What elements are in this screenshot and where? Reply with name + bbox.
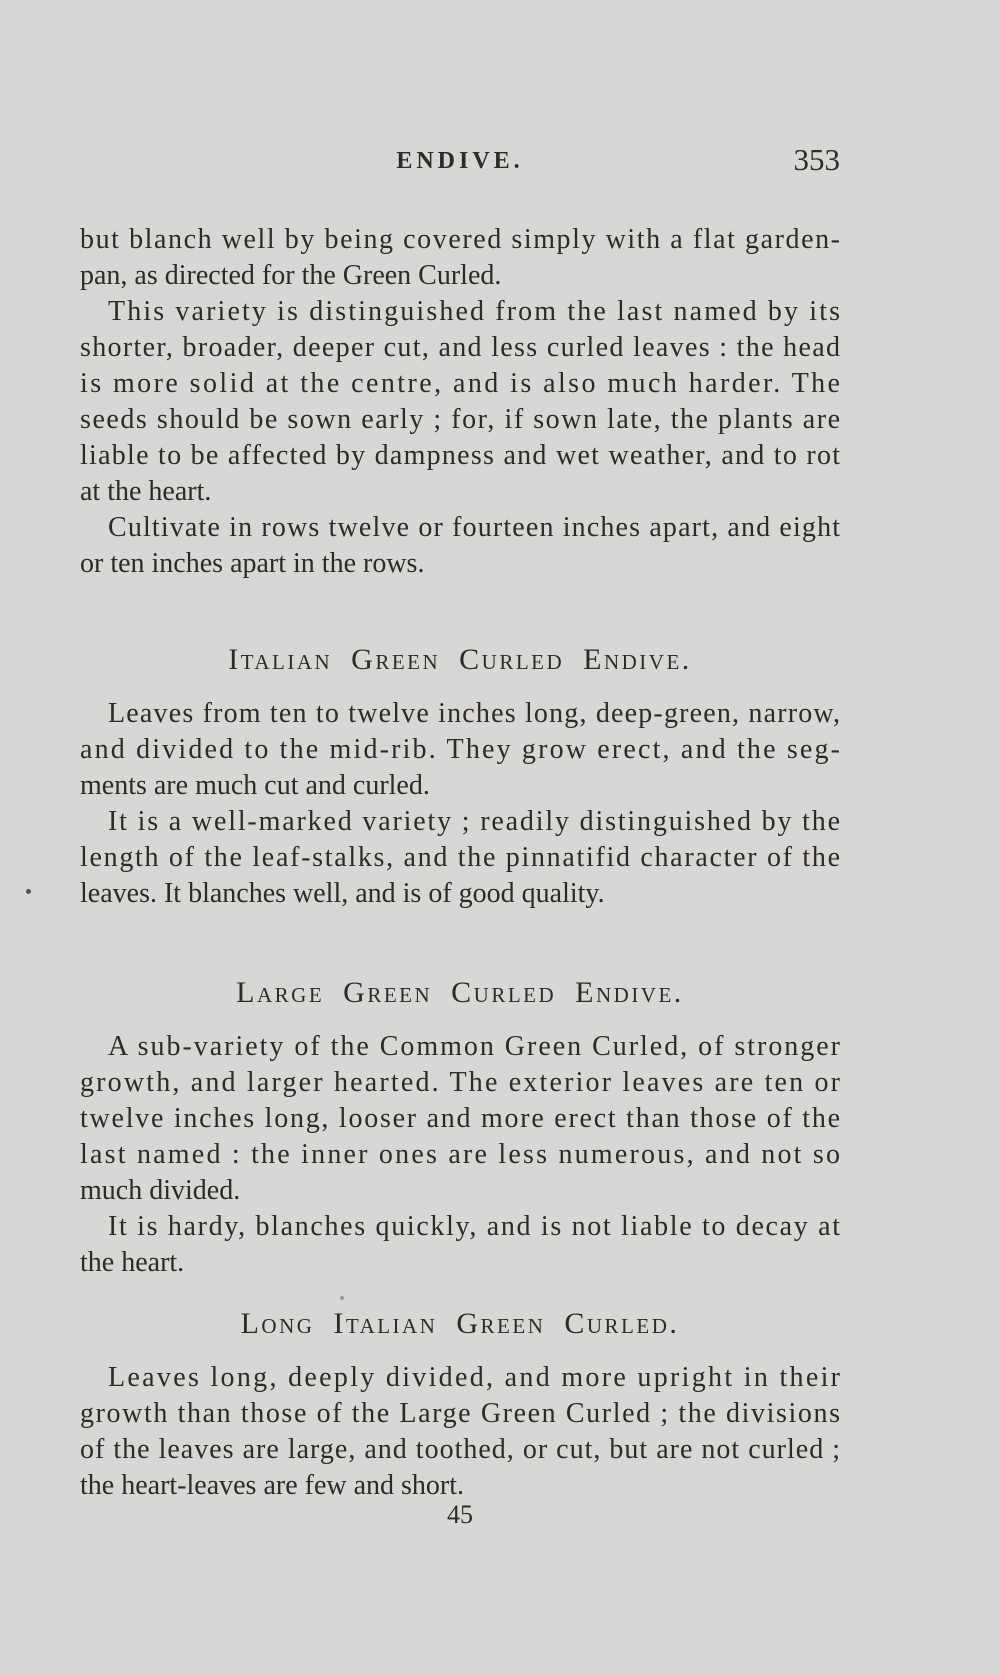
text-line: leaves. It blanches well, and is of good quality. (80, 878, 605, 909)
text-line: last named : the inner ones are less numerous, and not so (80, 1139, 840, 1170)
text-line: This variety is distinguished from the last named by its (108, 296, 840, 327)
text-line: of the leaves are large, and toothed, or cut, but are not curled ; (80, 1434, 840, 1465)
paper-speck (340, 1296, 344, 1300)
text-line: liable to be affected by dampness and wet weather, and to rot (80, 440, 840, 471)
text-line: is more solid at the centre, and is also much harder. The (80, 368, 840, 399)
text-line: ments are much cut and curled. (80, 770, 430, 801)
text-line: the heart. (80, 1247, 185, 1278)
text-line: Cultivate in rows twelve or fourteen inches apart, and eight (108, 512, 840, 543)
text-line: Leaves from ten to twelve inches long, deep-green, narrow, (108, 698, 840, 729)
text-line: the heart-leaves are few and short. (80, 1470, 465, 1501)
text-line: and divided to the mid-rib. They grow erect, and the seg- (80, 734, 841, 765)
text-line: growth, and larger hearted. The exterior leaves are ten or (80, 1067, 841, 1098)
text-line: length of the leaf-stalks, and the pinnatifid character of the (80, 842, 841, 873)
text-line: at the heart. (80, 476, 212, 507)
text-line: Leaves long, deeply divided, and more upright in their (108, 1362, 840, 1393)
text-line: It is hardy, blanches quickly, and is not liable to decay at (108, 1211, 840, 1242)
text-line: It is a well-marked variety ; readily distinguished by the (108, 806, 841, 837)
margin-ink-speck (26, 889, 31, 894)
section-heading-long-italian-green-curled: Long Italian Green Curled. (240, 1307, 680, 1340)
text-line: growth than those of the Large Green Curled ; the divisions (80, 1398, 840, 1429)
text-line: twelve inches long, looser and more erect than those of the (80, 1103, 840, 1134)
section-heading-italian-green-curled-endive: Italian Green Curled Endive. (228, 643, 692, 676)
text-line: pan, as directed for the Green Curled. (80, 260, 502, 291)
text-line: or ten inches apart in the rows. (80, 548, 425, 579)
section-heading-large-green-curled-endive: Large Green Curled Endive. (236, 976, 684, 1009)
running-header-title: ENDIVE. (396, 148, 524, 174)
text-line: seeds should be sown early ; for, if sown late, the plants are (80, 404, 840, 435)
text-line: shorter, broader, deeper cut, and less curled leaves : the head (80, 332, 841, 363)
text-line: much divided. (80, 1175, 241, 1206)
page-number: 353 (793, 142, 840, 177)
signature-mark: 45 (447, 1500, 473, 1529)
text-line: A sub-variety of the Common Green Curled, of stronger (108, 1031, 841, 1062)
text-line: but blanch well by being covered simply with a flat garden- (80, 224, 840, 255)
